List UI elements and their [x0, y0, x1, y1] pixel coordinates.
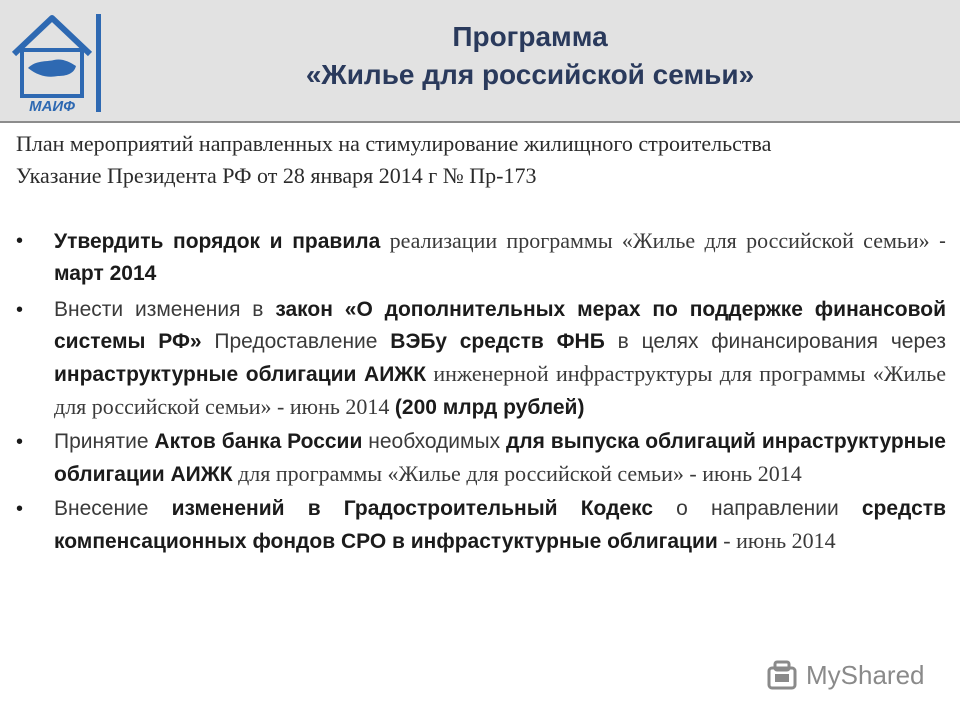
title-line-2: «Жилье для российской семьи»	[305, 59, 755, 90]
bullet-icon: •	[16, 431, 24, 453]
item-text: инженерной инфраструктуры для программы «Жилье для российской семьи» - июнь 2014	[54, 361, 946, 419]
myshared-logo-icon	[766, 660, 800, 694]
list-item	[16, 294, 946, 424]
house-map-logo-icon	[14, 18, 90, 96]
item-text: - июнь 2014	[717, 528, 836, 553]
maif-logo	[8, 10, 104, 114]
item-bold: для выпуска облигаций инраструктурные облигации АИЖК	[54, 430, 946, 486]
item-text: о направлении	[653, 497, 862, 520]
item-text: в целях финансирования через	[604, 330, 946, 353]
myshared-watermark[interactable]	[766, 656, 936, 696]
intro-line-1: План мероприятий направленных на стимулирование жилищного строительства	[16, 131, 772, 156]
list-item	[16, 225, 946, 290]
item-bold: Утвердить порядок и правила	[54, 230, 381, 253]
item-text: для программы «Жилье для российской семьи» - июнь 2014	[232, 461, 802, 486]
item-bold: средств компенсационных фондов СРО в инфрастуктурные облигации	[54, 497, 946, 553]
item-bold: изменений в Градостроительный Кодекс	[171, 497, 654, 520]
bullet-icon: •	[16, 299, 24, 321]
item-bold: ВЭБу средств ФНБ	[390, 330, 605, 353]
intro-text	[16, 128, 946, 192]
title-line-1: Программа	[452, 21, 608, 52]
item-text: Внесение	[54, 497, 172, 520]
item-bold: (200 млрд рублей)	[394, 396, 585, 419]
item-bold: Актов банка России	[154, 430, 363, 453]
bullet-icon: •	[16, 498, 24, 520]
list-item	[16, 493, 946, 558]
list-item	[16, 426, 946, 491]
item-bold: инраструктурные облигации АИЖК	[54, 363, 427, 386]
measures-list	[16, 225, 946, 558]
item-bold: март 2014	[54, 262, 157, 285]
item-text: -	[939, 230, 946, 253]
item-text: Принятие	[54, 430, 155, 453]
bullet-icon: •	[16, 230, 24, 252]
item-text: Внести изменения в	[54, 298, 276, 321]
item-bold: закон «О дополнительных мерах по поддержке финансовой системы РФ»	[54, 298, 946, 353]
page-title	[130, 18, 930, 94]
intro-line-2: Указание Президента РФ от 28 января 2014 г № Пр-173	[16, 163, 537, 188]
item-text: Предоставление	[201, 330, 391, 353]
item-text: необходимых	[362, 430, 506, 453]
watermark-text: MyShared	[806, 660, 925, 690]
item-text: реализации программы «Жилье для российской семьи»	[380, 228, 939, 253]
header-divider	[0, 121, 960, 123]
logo-text: МАИФ	[29, 98, 75, 114]
